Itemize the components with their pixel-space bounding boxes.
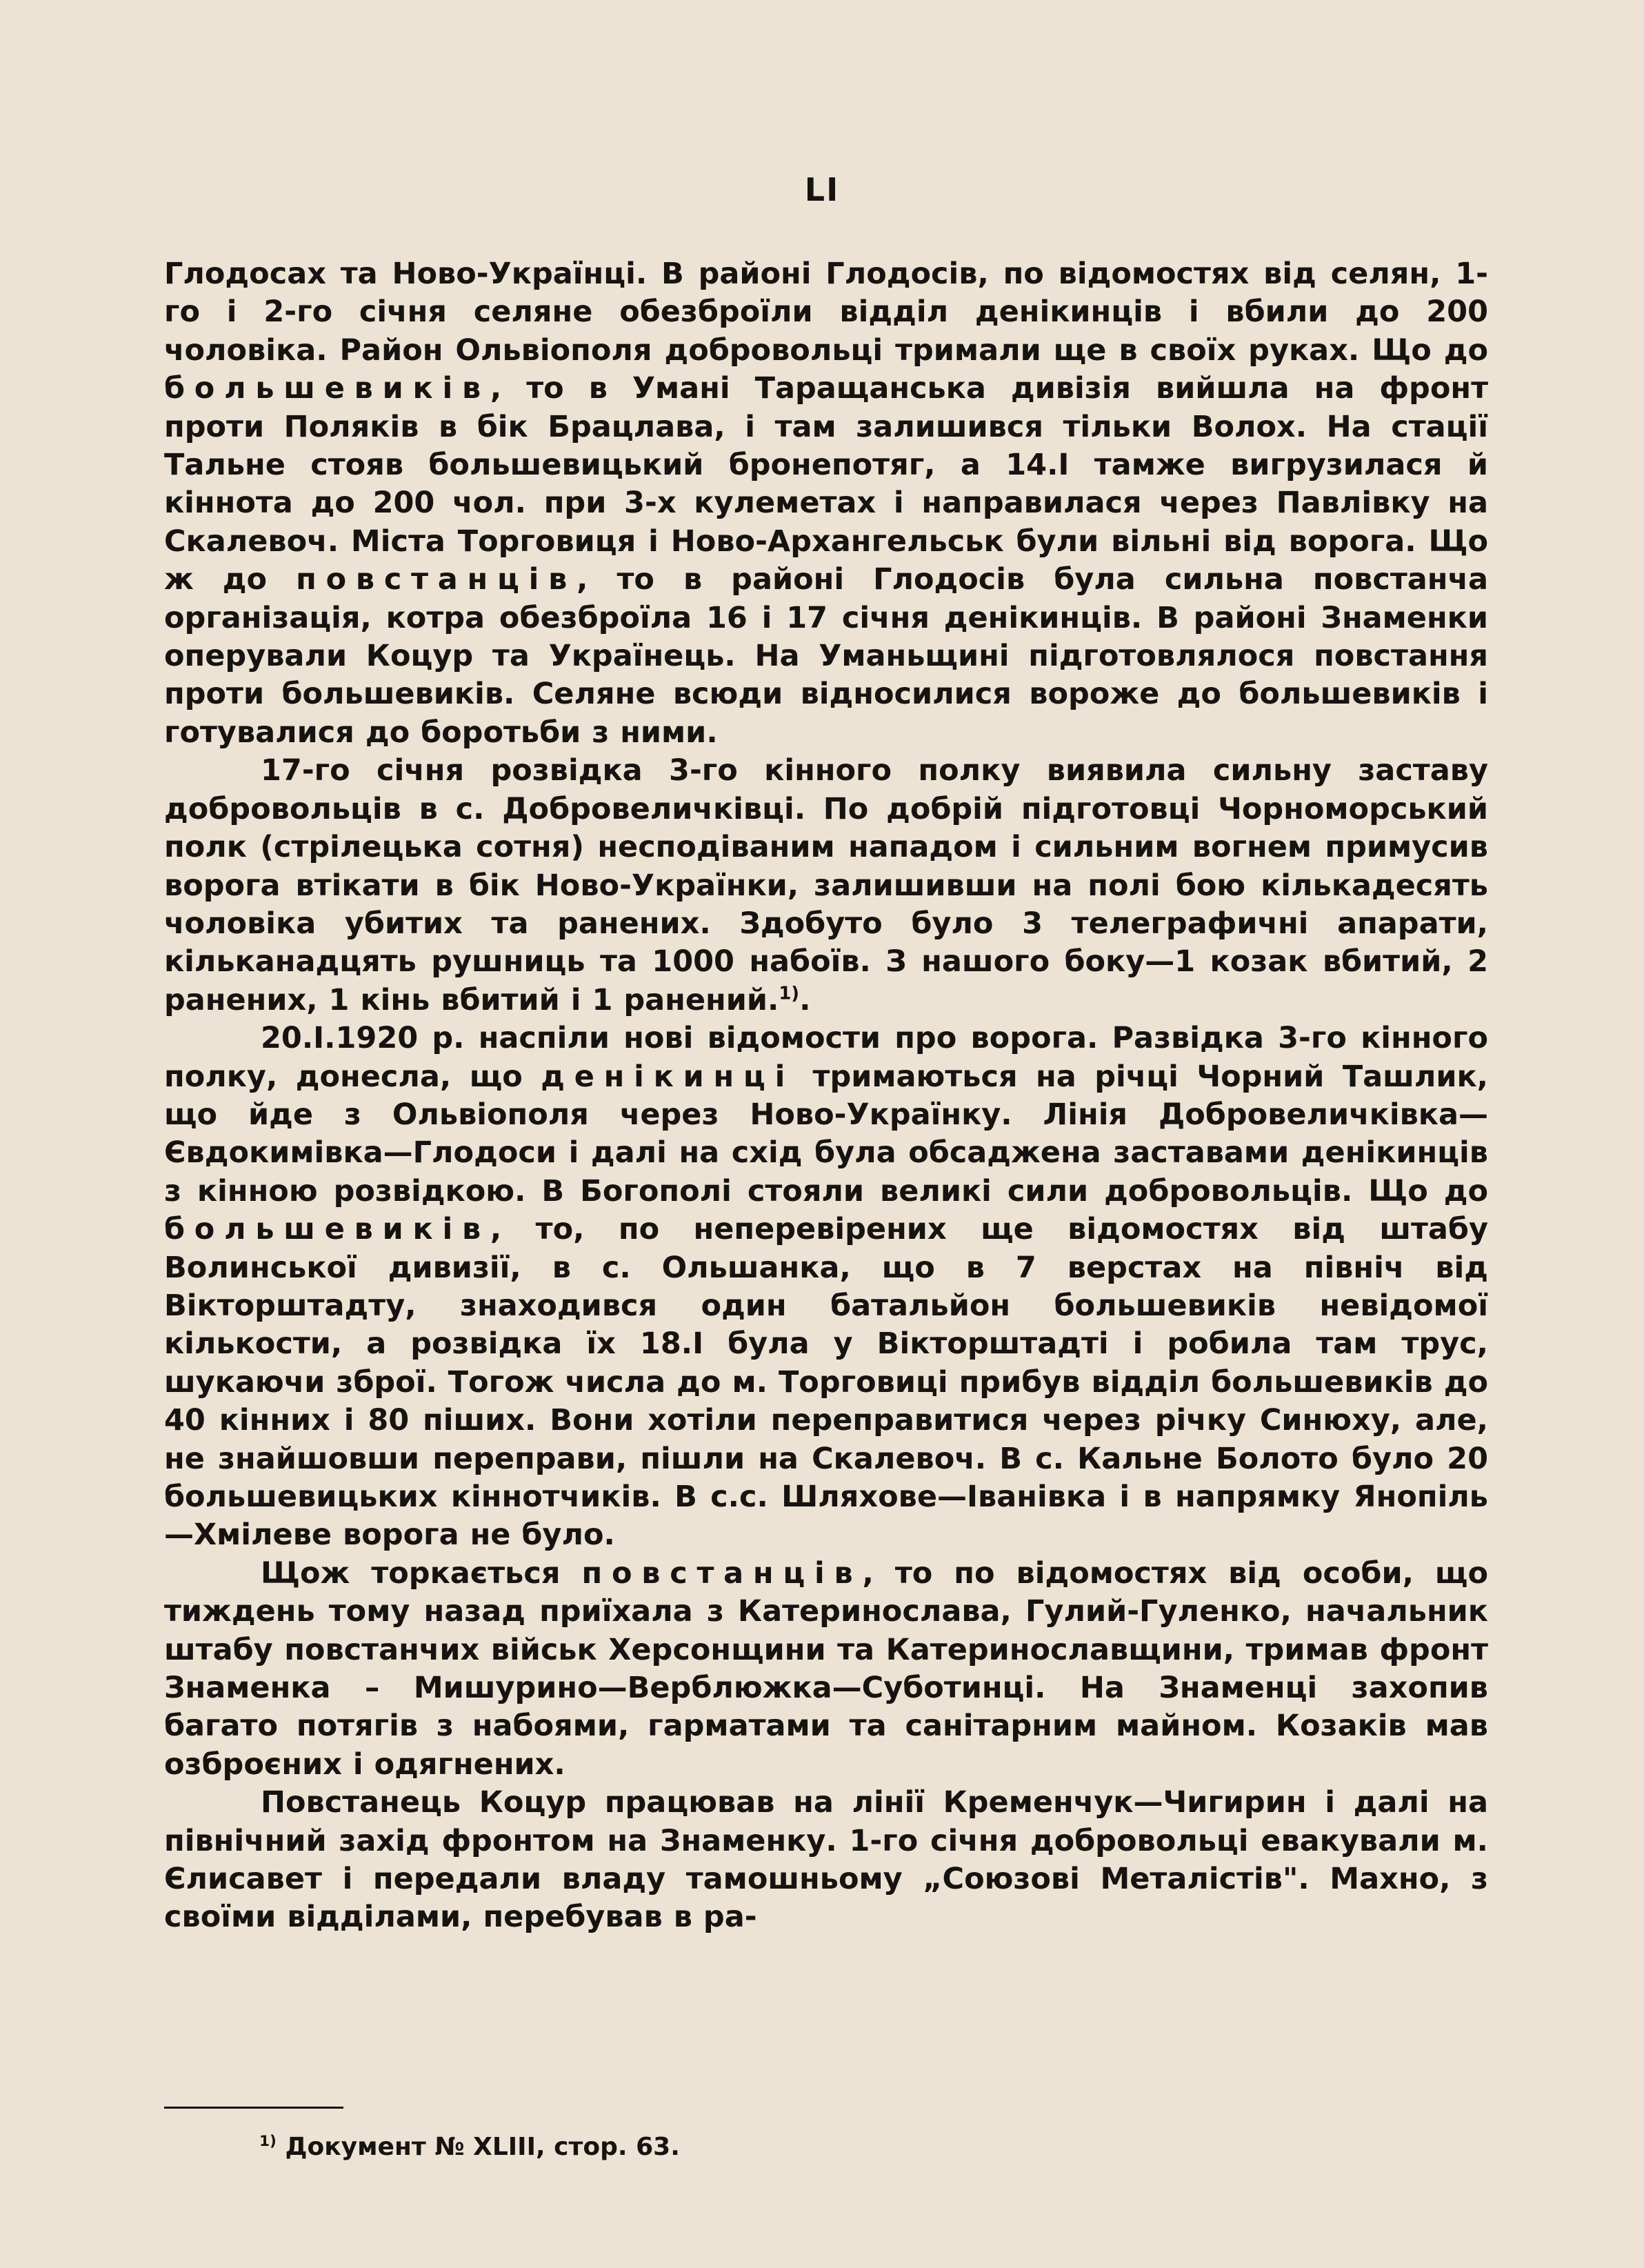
spaced-word-bolsheviks-2: большевиків <box>164 1212 490 1247</box>
footnote-text: Документ № XLIII, стор. 63. <box>276 2133 680 2161</box>
paragraph-1-part-e: , то в районі Глодосів була сильна повстанча організація, котра обезброїла 16 і 17 січня денікинців. В районі Знаменки оперували Коцур та Українець. На Уманьщині підготовлялося повстання проти большевиків. Селяне всюди відносилися вороже до большевиків і готувалися до боротьби з ними. <box>164 562 1489 750</box>
footnote-divider <box>164 2107 343 2109</box>
paragraph-4 <box>164 1555 1488 1784</box>
paragraph-2 <box>164 752 1488 1019</box>
paragraph-1 <box>164 255 1488 752</box>
spaced-word-insurgents-2: повстанців <box>581 1555 863 1591</box>
paragraph-5 <box>164 1784 1488 1937</box>
paragraph-2-text: 17-го січня розвідка 3-го кінного полку виявила сильну заставу добровольців в с. Добровеличківці. По добрій підготовці Чорноморський полк (стрілецька сотня) несподіваним нападом і сильним вогнем примусив ворога втікати в бік Ново-Українки, залишивши на полі бою кількадесять чоловіка убитих та ранених. Здобуто було 3 телеграфичні апарати, кільканадцять рушниць та 1000 набоїв. З нашого боку—1 козак вбитий, 2 ранених, 1 кінь вбитий і 1 ранений. <box>164 753 1488 1017</box>
spaced-word-denikintsi: денікинці <box>541 1059 795 1094</box>
paragraph-4-part-c: , то по відомостях від особи, що тиждень тому назад приїхала з Катеринослава, Гулий-Гуленко, начальник штабу повстанчих військ Херсонщини та Катеринославщини, тримав фронт Знаменка – Мишурино—Верблюжка—Суботинці. На Знаменці захопив багато потягів з набоями, гарматами та санітарним майном. Козаків мав озброєних і одягнених. <box>164 1555 1488 1782</box>
paragraph-3-part-a: 20.І.1920 р. наспіли нові відомости про ворога. Развідка 3-го кінного полку, донесла, що <box>164 1021 1488 1094</box>
footnote-mark: 1) <box>259 2133 277 2150</box>
paragraph-3 <box>164 1019 1488 1555</box>
page-number: LI <box>804 171 840 208</box>
paragraph-4-part-a: Щож торкається <box>261 1555 582 1591</box>
paragraph-2-end: . <box>799 982 811 1017</box>
body-text <box>164 255 1488 1937</box>
paragraph-1-part-a: Глодосах та Ново-Українці. В районі Глодосів, по відомостях від селян, 1-го і 2-го січня селяне обезброїли відділ денікинців і вбили до 200 чоловіка. Район Ольвіополя добровольці тримали ще в своїх руках. Що до <box>164 257 1488 368</box>
paragraph-1-part-c: , то в Умані Таращанська дивізія вийшла на фронт проти Поляків в бік Брацлава, і там залишився тільки Волох. На стації Тальне стояв большевицький бронепотяг, а 14.І тамже вигрузилася й кіннота до 200 чол. при 3-х кулеметах і направилася через Павлівку на Скалевоч. Міста Торговиця і Ново-Архангельськ були вільні від ворога. Що ж до <box>164 371 1488 597</box>
spaced-word-bolsheviks: большевиків <box>164 371 490 406</box>
paragraph-3-part-c: тримаються на річці Чорний Ташлик, що йде з Ольвіополя через Ново-Українку. Лінія Добровеличківка—Євдокимівка—Глодоси і далі на схід була обсаджена заставами денікинців з кінною розвідкою. В Богополі стояли великі сили добровольців. Що до <box>164 1059 1488 1208</box>
paragraph-5-text: Повстанець Коцур працював на лінії Кременчук—Чигирин і далі на північний захід фронтом на Знаменку. 1-го січня добровольці евакували м. Єлисавет і передали владу тамошньому „Союзові Металістів". Махно, з своїми відділами, перебував в ра- <box>164 1785 1488 1935</box>
footnote <box>259 2131 680 2163</box>
paragraph-3-part-e: , то, по неперевірених ще відомостях від штабу Волинської дивизії, в с. Ольшанка, що в 7 верстах на північ від Вікторштадту, знаходився один батальйон большевиків невідомої кількости, а розвідка їх 18.І була у Вікторштадті і робила там трус, шукаючи зброї. Тогож числа до м. Торговиці прибув відділ большевиків до 40 кінних і 80 піших. Вони хотіли переправитися через річку Синюху, але, не знайшовши переправи, пішли на Скалевоч. В с. Кальне Болото було 20 большевицьких кіннотчиків. В с.с. Шляхове—Іванівка і в напрямку Янопіль—Хмілеве ворога не було. <box>164 1212 1488 1553</box>
spaced-word-insurgents: повстанців <box>296 562 577 597</box>
footnote-reference: 1) <box>779 983 800 1004</box>
